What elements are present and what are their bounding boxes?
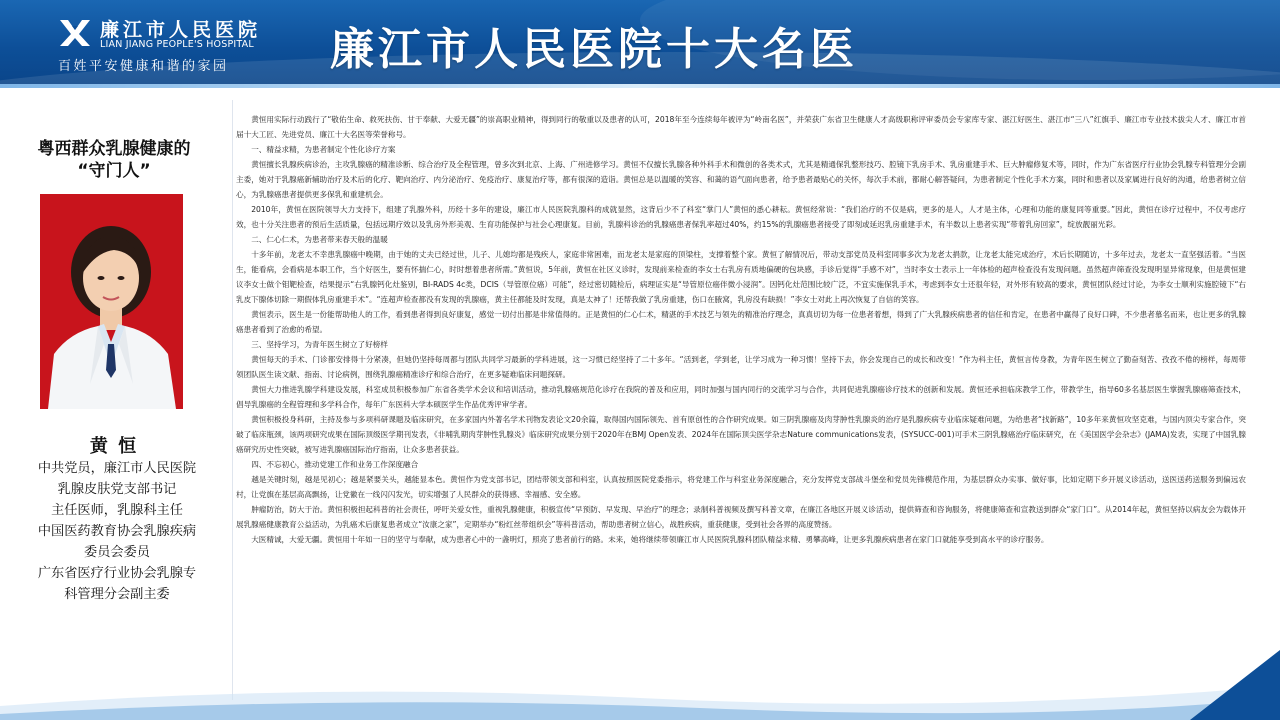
title-line: 科管理分会副主委 [64, 587, 170, 602]
title-line: 乳腺皮肤党支部书记 [57, 482, 177, 497]
corner-decoration [1190, 650, 1280, 720]
subtitle-line: “守门人” [77, 161, 151, 181]
profile-panel [0, 92, 228, 720]
header-banner [0, 0, 1280, 88]
doctor-name: 黄 恒 [89, 436, 139, 457]
bio-paragraph: 黄恒积极投身科研，主持及参与多项科研课题及临床研究，在多家国内外著名学术刊物发表论文20余篇，取得国内国际领先、首有原创性的合作研究成果。如三阴乳腺癌及肉芽肿性乳腺炎的治疗是乳腺疾病专业临床疑难问题，为给患者“找新路”，10多年来黄恒攻坚克难，与国内顶尖专家合作，突破了临床瓶颈，该两项研究成果在国际顶级医学期刊发表，《非哺乳期肉芽肿性乳腺炎》临床研究成果分别于2020年在BMJ Open发表、2024年在国际顶尖医学杂志Nature communications发表，(SYSUCC-001)可手术三阴乳腺癌治疗临床研究，在《美国医学会杂志》(JAMA)发表，实现了中国乳腺癌研究历史性突破，被写进乳腺癌国际治疗指南，让众多患者获益。 [236, 415, 1246, 454]
profile-subtitle [0, 138, 228, 182]
subtitle-line: 粤西群众乳腺健康的 [37, 139, 191, 159]
bio-paragraph: 黄恒大力推进乳腺学科建设发展，科室成员积极参加广东省各类学术会议和培训活动，推动乳腺癌规范化诊疗在我院的普及和应用，同时加强与国内同行的交流学习与合作，共同促进乳腺癌诊疗技术的创新和发展。黄恒还承担临床教学工作，带教学生，指导60多名基层医生掌握乳腺癌筛查技术，倡导乳腺癌的全程管理和多学科合作，每年广东医科大学本硕医学生作品优秀评审学者。 [236, 385, 1246, 409]
bio-section-heading: 四、不忘初心，推动党建工作和业务工作深度融合 [251, 460, 419, 469]
page-title: 廉江市人民医院十大名医 [330, 24, 858, 75]
bio-paragraph: 黄恒每天的手术、门诊都安排得十分紧凑，但她仍坚持每周都与团队共同学习最新的学科进展，这一习惯已经坚持了二十多年。“活到老，学到老，让学习成为一种习惯！坚持下去，你会发现自己的成长和改变！”作为科主任，黄恒言传身教，为青年医生树立了勤奋刻苦、孜孜不倦的榜样，每周带领团队医生读文献、指南、讨论病例，围绕乳腺癌精准诊疗和综合治疗，在更多疑难临床问题探研。 [236, 355, 1246, 379]
doctor-portrait-image [40, 194, 183, 409]
bio-paragraph: 肿瘤防治，防大于治。黄恒积极担起科普的社会责任，呼吁关爱女性，重视乳腺健康，积极宣传“早预防、早发现、早治疗”的理念；录制科普视频及撰写科普文章，在廉江各地区开展义诊活动，提供筛查和咨询服务，将健康筛查和宣教送到群众“家门口”。从2014年起，黄恒坚持以病友会为载体开展乳腺癌健康教育公益活动，为乳癌术后康复患者成立“汝康之家”，定期举办“粉红丝带组织会”等科普活动，帮助患者树立信心，战胜疾病，重获健康，受到社会各界的高度赞扬。 [236, 505, 1246, 529]
header-divider [0, 84, 1280, 88]
biography-text [236, 112, 1246, 680]
bio-section-heading: 一、精益求精，为患者制定个性化诊疗方案 [251, 145, 396, 154]
bio-paragraph: 越是关键时刻，越是见初心；越是紧要关头，越能显本色。黄恒作为党支部书记，团结带领支部和科室，认真按照医院党委指示，将党建工作与科室业务深度融合，充分发挥党支部战斗堡垒和党员先锋模范作用，为基层群众办实事、做好事，比如定期下乡开展义诊活动，送医送药送服务到偏远农村，让党旗在基层高高飘扬，让党徽在一线闪闪发光，切实增强了人民群众的获得感、幸福感、安全感。 [236, 475, 1246, 499]
doctor-photo [40, 194, 183, 409]
hospital-name-cn: 廉江市人民医院 [100, 19, 262, 41]
title-line: 委员会委员 [84, 545, 150, 560]
title-line: 中共党员，廉江市人民医院 [37, 461, 197, 476]
title-line: 主任医师，乳腺科主任 [51, 503, 183, 518]
bio-paragraph: 黄恒表示，医生是一份能帮助他人的工作，看到患者得到良好康复，感觉一切付出都是非常值得的。正是黄恒的仁心仁术，精湛的手术技艺与领先的精准治疗理念，真真切切为每一位患者着想，得到了广大乳腺疾病患者的信任和肯定，在患者中赢得了良好口碑，不少患者慕名而来，也让更多的乳腺癌患者看到了治愈的希望。 [236, 310, 1246, 334]
hospital-logo-icon [58, 16, 92, 48]
bio-section-heading: 三、坚持学习，为青年医生树立了好榜样 [251, 340, 388, 349]
hospital-name-en: LIAN JIANG PEOPLE'S HOSPITAL [100, 39, 254, 50]
bio-paragraph: 2010年，黄恒在医院领导大力支持下，组建了乳腺外科，历经十多年的建设，廉江市人民医院乳腺科的成就显然，这背后少不了科室“掌门人”黄恒的悉心耕耘。黄恒经常说：“我们治疗的不仅是病，更多的是人，人才是主体，心理和功能的康复同等重要。”因此，黄恒在诊疗过程中，不仅考虑疗效，也十分关注患者的预后生活质量，包括远期疗效以及乳房外形美观、生育功能保护与社会心理康复。目前，乳腺科诊治的乳腺癌患者保乳率超过40%，约15%的乳腺癌患者接受了即刻或延迟乳房重建手术，有半数以上患者实现“带着乳房回家”，绽放靓丽光彩。 [236, 205, 1246, 229]
hospital-slogan: 百姓平安健康和谐的家园 [58, 59, 229, 74]
panel-divider [232, 100, 233, 700]
bio-paragraph: 大医精诚，大爱无疆。黄恒用十年如一日的坚守与奉献，成为患者心中的一盏明灯，照亮了患者前行的路。未来，她将继续带领廉江市人民医院乳腺科团队精益求精、勇攀高峰，让更多乳腺疾病患者在家门口就能享受到高水平的诊疗服务。 [251, 535, 1049, 544]
title-line: 中国医药教育协会乳腺疾病 [37, 524, 197, 539]
doctor-titles [14, 458, 220, 605]
bio-paragraph: 十多年前，龙老太不幸患乳腺癌中晚期，由于她的丈夫已经过世，儿子、儿媳均都是残疾人，家庭非常困难，而龙老太是家庭的顶梁柱，支撑着整个家。黄恒了解情况后，带动支部党员及科室同事多次为龙老太捐款，让龙老太能完成治疗，术后长期随访，十多年过去，龙老太一直坚强活着。“当医生，能看病，会看病是本职工作，当个好医生，要有怀揣仁心，时时想着患者所需。”黄恒说，5年前，黄恒在社区义诊时，发现前来检查的李女士右乳房有质地偏硬的包块感，手诊后觉得“手感不对”，当时李女士表示上一年体检的超声检查没有发现问题。虽然超声筛查没发现明显异常现象，但是黄恒建议李女士做个钼靶检查，结果提示“右乳腺钙化灶鉴别，BI-RADS 4c类，DCIS（导管原位癌）可能”，经过密切随检后，病理证实是“导管原位癌伴微小浸润”。因钙化灶范围比较广泛，不宜实施保乳手术，考虑到李女士还很年轻，对外形有较高的要求，黄恒团队经过讨论，为李女士顺利实施腔镜下“右乳皮下腺体切除一期假体乳房重建手术”。“连超声检查都没有发现的乳腺癌，黄主任都能及时发现，真是太神了！还帮我做了乳房重建，伤口在腋窝，乳房没有缺损！”李女士对此上再次恢复了自信的笑容。 [236, 250, 1246, 304]
bio-section-heading: 二、仁心仁术，为患者带来春天般的温暖 [251, 235, 388, 244]
bio-paragraph: 黄恒用实际行动践行了“敬佑生命、救死扶伤、甘于奉献、大爱无疆”的崇高职业精神，得到同行的敬重以及患者的认可，2018年至今连续每年被评为“岭南名医”，并荣获广东省卫生健康人才高级职称评审委员会专家库专家、湛江好医生、湛江市“三八”红旗手、廉江市专业技术拔尖人才、廉江市首届十大工匠、先进党员、廉江十大名医等荣誉称号。 [236, 115, 1246, 139]
footer-wave-decoration [0, 676, 1280, 720]
title-line: 广东省医疗行业协会乳腺专 [37, 566, 197, 581]
bio-paragraph: 黄恒擅长乳腺疾病诊治，主攻乳腺癌的精准诊断、综合治疗及全程管理，曾多次到北京、上海、广州进修学习。黄恒不仅擅长乳腺各种外科手术和微创的各类术式，尤其是精通保乳整形技巧、腔镜下乳房手术、乳房重建手术、巨大肿瘤修复术等，同时，作为广东省医疗行业协会乳腺专科管理分会副主委，她对于乳腺癌新辅助治疗及术后的化疗、靶向治疗、内分泌治疗、免疫治疗、康复治疗等，都有很深的造诣。黄恒总是以温暖的笑容、和蔼的语气面向患者，给予患者最贴心的关怀，每次手术前，都耐心解答疑问，为患者制定个性化手术方案，同时和患者以及家属进行良好的沟通，给患者树立信心，为乳腺癌患者提供更多保乳和重建机会。 [236, 160, 1246, 199]
